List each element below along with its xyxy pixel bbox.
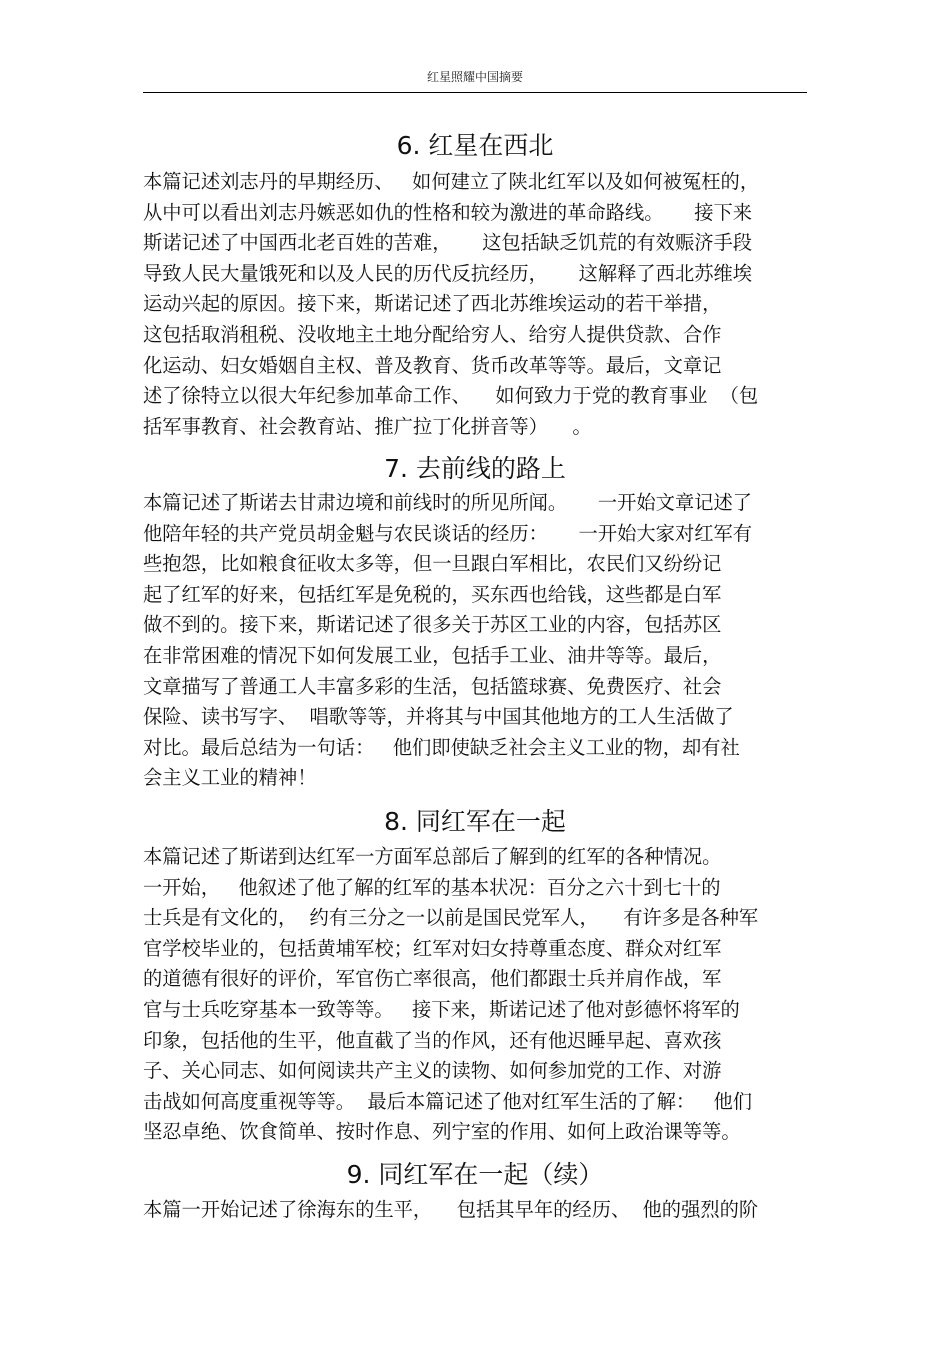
paragraph-line: 导致人民大量饿死和以及人民的历代反抗经历， 这解释了西北苏维埃 — [143, 261, 753, 285]
section-8-paragraph — [143, 842, 823, 1148]
paragraph-line: 印象，包括他的生平，他直截了当的作风，还有他迟睡早起、喜欢孩 — [143, 1028, 722, 1052]
section-6-paragraph — [143, 167, 823, 442]
section-9-paragraph — [143, 1195, 823, 1226]
paragraph-line: 官学校毕业的，包括黄埔军校；红军对妇女持尊重态度、群众对红军 — [143, 936, 722, 960]
paragraph-line: 本篇记述刘志丹的早期经历、 如何建立了陕北红军以及如何被冤枉的， — [143, 170, 760, 193]
paragraph-line: 击战如何高度重视等等。 最后本篇记述了他对红军生活的了解： 他们 — [143, 1089, 753, 1113]
section-title-8: 8. 同红军在一起 — [384, 807, 566, 836]
paragraph-line: 会主义工业的精神！ — [143, 766, 317, 790]
section-title-6: 6. 红星在西北 — [396, 131, 554, 160]
paragraph-line: 他陪年轻的共产党员胡金魁与农民谈话的经历： 一开始大家对红军有 — [143, 521, 753, 545]
paragraph-line: 官与士兵吃穿基本一致等等。 接下来，斯诺记述了他对彭德怀将军的 — [143, 997, 740, 1021]
section-7-paragraph — [143, 488, 823, 794]
paragraph-line: 对比。最后总结为一句话： 他们即使缺乏社会主义工业的物，却有社 — [143, 735, 740, 759]
paragraph-line: 斯诺记述了中国西北老百姓的苦难， 这包括缺乏饥荒的有效赈济手段 — [143, 231, 753, 255]
paragraph-line: 坚忍卓绝、饮食简单、按时作息、列宁室的作用、如何上政治课等等。 — [143, 1120, 741, 1144]
paragraph-line: 括军事教育、社会教育站、推广拉丁化拼音等） 。 — [143, 414, 592, 438]
paragraph-line: 文章描写了普通工人丰富多彩的生活，包括篮球赛、免费医疗、社会 — [143, 674, 722, 698]
paragraph-line: 士兵是有文化的， 约有三分之一以前是国民党军人， 有许多是各种军 — [143, 906, 759, 930]
paragraph-line: 做不到的。接下来，斯诺记述了很多关于苏区工业的内容，包括苏区 — [143, 613, 722, 637]
paragraph-line: 本篇记述了斯诺到达红军一方面军总部后了解到的红军的各种情况。 — [143, 845, 722, 868]
paragraph-line: 在非常困难的情况下如何发展工业，包括手工业、油井等等。最后， — [143, 643, 722, 667]
paragraph-line: 起了红军的好来，包括红军是免税的，买东西也给钱，这些都是白军 — [143, 582, 722, 606]
paragraph-line: 这包括取消租税、没收地主土地分配给穷人、给穷人提供贷款、合作 — [143, 322, 722, 346]
paragraph-line: 本篇一开始记述了徐海东的生平， 包括其早年的经历、 他的强烈的阶 — [143, 1198, 759, 1221]
paragraph-line: 化运动、妇女婚姻自主权、普及教育、货币改革等等。最后，文章记 — [143, 353, 722, 377]
paragraph-line: 些抱怨，比如粮食征收太多等，但一旦跟白军相比，农民们又纷纷记 — [143, 552, 722, 576]
paragraph-line: 本篇记述了斯诺去甘肃边境和前线时的所见所闻。 一开始文章记述了 — [143, 491, 753, 514]
paragraph-line: 从中可以看出刘志丹嫉恶如仇的性格和较为激进的革命路线。 接下来 — [143, 200, 753, 224]
paragraph-line: 保险、读书写字、 唱歌等等，并将其与中国其他地方的工人生活做了 — [143, 705, 734, 729]
paragraph-line: 一开始， 他叙述了他了解的红军的基本状况：百分之六十到七十的 — [143, 875, 721, 899]
header-rule — [143, 92, 807, 93]
paragraph-line: 述了徐特立以很大年纪参加革命工作、 如何致力于党的教育事业 （包 — [143, 384, 759, 408]
section-title-9: 9. 同红军在一起（续） — [346, 1160, 604, 1189]
running-header: 红星照耀中国摘要 — [426, 70, 523, 84]
paragraph-line: 子、关心同志、如何阅读共产主义的读物、如何参加党的工作、对游 — [143, 1059, 722, 1083]
paragraph-line: 的道德有很好的评价，军官伤亡率很高，他们都跟士兵并肩作战，军 — [143, 967, 722, 991]
section-title-7: 7. 去前线的路上 — [384, 454, 566, 483]
paragraph-line: 运动兴起的原因。接下来，斯诺记述了西北苏维埃运动的若干举措， — [143, 292, 722, 316]
